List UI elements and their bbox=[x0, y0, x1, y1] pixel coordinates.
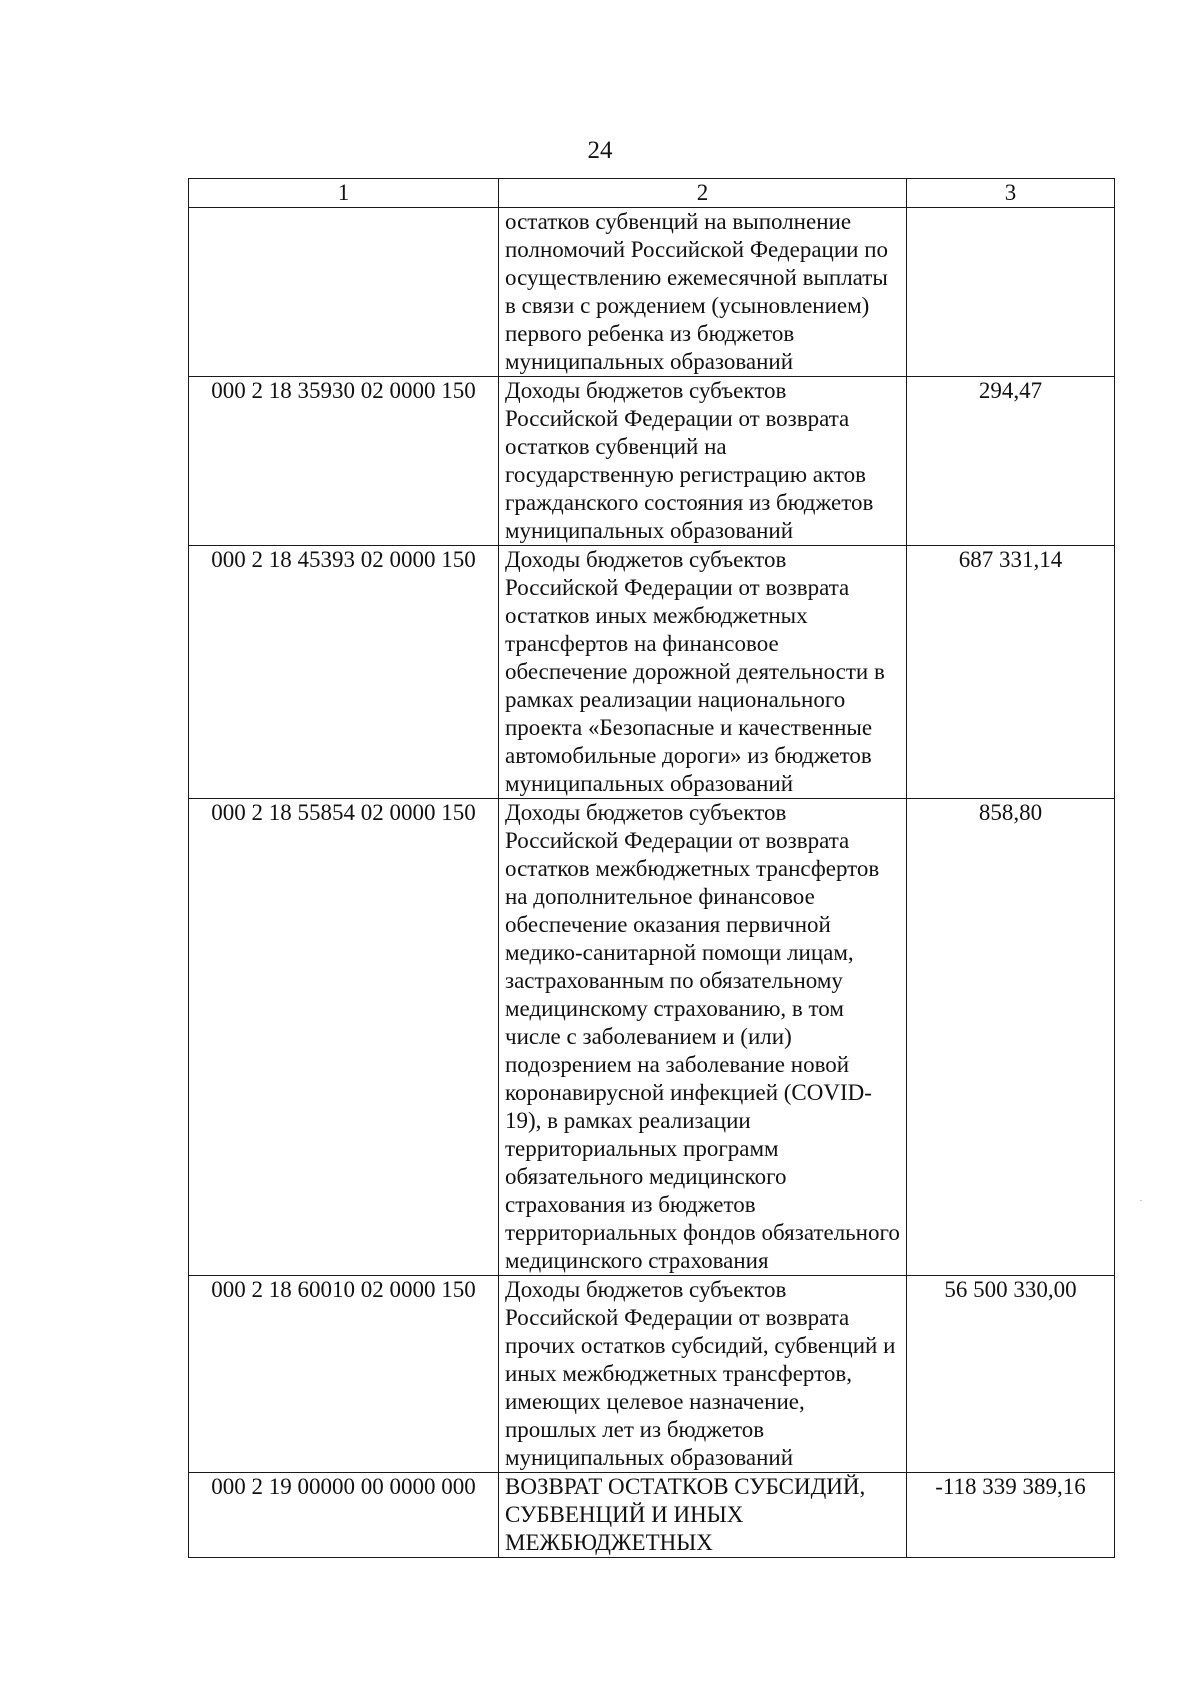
row-amount: 294,47 bbox=[907, 377, 1115, 546]
row-amount: -118 339 389,16 bbox=[907, 1473, 1115, 1558]
row-code bbox=[189, 208, 499, 377]
table-header-row bbox=[189, 179, 1115, 208]
table-row bbox=[189, 377, 1115, 546]
budget-table bbox=[188, 178, 1115, 1558]
row-code: 000 2 19 00000 00 0000 000 bbox=[189, 1473, 499, 1558]
page-number: 24 bbox=[587, 137, 613, 164]
row-code: 000 2 18 45393 02 0000 150 bbox=[189, 546, 499, 799]
row-description: Доходы бюджетов субъектов Российской Федерации от возврата остатков межбюджетных трансфертов на дополнительное финансовое обеспечение оказания первичной медико-санитарной помощи лицам, застрахованным по обязательному медицинскому страхованию, в том числе с заболеванием и (или) подозрением на заболевание новой коронавирусной инфекцией (COVID-19), в рамках реализации территориальных программ обязательного медицинского страхования из бюджетов территориальных фондов обязательного медицинского страхования bbox=[499, 799, 907, 1276]
column-header-1: 1 bbox=[189, 179, 499, 208]
row-code: 000 2 18 35930 02 0000 150 bbox=[189, 377, 499, 546]
row-amount bbox=[907, 208, 1115, 377]
row-description: остатков субвенций на выполнение полномочий Российской Федерации по осуществлению ежемесячной выплаты в связи с рождением (усыновлением) первого ребенка из бюджетов муниципальных образований bbox=[499, 208, 907, 377]
table-row bbox=[189, 799, 1115, 1276]
column-header-3: 3 bbox=[907, 179, 1115, 208]
row-amount: 56 500 330,00 bbox=[907, 1276, 1115, 1473]
table-row bbox=[189, 1276, 1115, 1473]
row-description: ВОЗВРАТ ОСТАТКОВ СУБСИДИЙ, СУБВЕНЦИЙ И ИНЫХ МЕЖБЮДЖЕТНЫХ bbox=[499, 1473, 907, 1558]
table-row-section-total bbox=[189, 1473, 1115, 1558]
row-amount: 687 331,14 bbox=[907, 546, 1115, 799]
column-header-2: 2 bbox=[499, 179, 907, 208]
row-description: Доходы бюджетов субъектов Российской Федерации от возврата прочих остатков субсидий, субвенций и иных межбюджетных трансфертов, имеющих целевое назначение, прошлых лет из бюджетов муниципальных образований bbox=[499, 1276, 907, 1473]
row-code: 000 2 18 55854 02 0000 150 bbox=[189, 799, 499, 1276]
row-description: Доходы бюджетов субъектов Российской Федерации от возврата остатков иных межбюджетных трансфертов на финансовое обеспечение дорожной деятельности в рамках реализации национального проекта «Безопасные и качественные автомобильные дороги» из бюджетов муниципальных образований bbox=[499, 546, 907, 799]
row-amount: 858,80 bbox=[907, 799, 1115, 1276]
scan-artifact bbox=[1140, 1200, 1142, 1201]
table-row bbox=[189, 208, 1115, 377]
row-code: 000 2 18 60010 02 0000 150 bbox=[189, 1276, 499, 1473]
row-description: Доходы бюджетов субъектов Российской Федерации от возврата остатков субвенций на государственную регистрацию актов гражданского состояния из бюджетов муниципальных образований bbox=[499, 377, 907, 546]
table-row bbox=[189, 546, 1115, 799]
